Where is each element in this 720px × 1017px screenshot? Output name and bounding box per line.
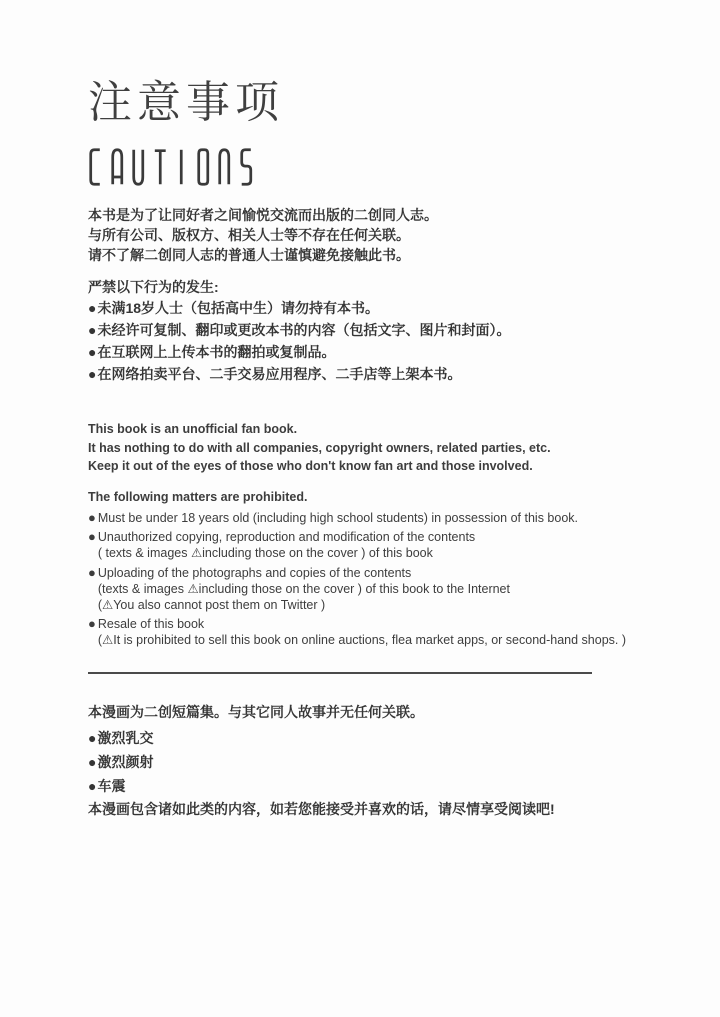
list-item-text: Must be under 18 years old (including high school students) in possession of this book. xyxy=(97,511,578,525)
bullet-icon: ● xyxy=(88,510,96,525)
intro-zh-line: 与所有公司、版权方、相关人士等不存在任何关联。 xyxy=(88,227,410,243)
list-item-text: 未满18岁人士（包括高中生）请勿持有本书。 xyxy=(97,300,380,316)
list-item-text: Uploading of the photographs and copies of the contents (texts & images ⚠including those on the cover ) of this book to the Internet (⚠You also cannot post them on Twitter ) xyxy=(97,565,510,613)
list-item-text: 未经许可复制、翻印或更改本书的内容（包括文字、图片和封面）。 xyxy=(97,322,511,338)
list-item-text: 在网络拍卖平台、二手交易应用程序、二手店等上架本书。 xyxy=(97,366,462,382)
intro-paragraph-english xyxy=(88,420,551,476)
list-item xyxy=(88,726,153,750)
list-item xyxy=(88,774,153,798)
comic-note-heading: 本漫画为二创短篇集。与其它同人故事并无任何关联。 xyxy=(88,704,424,720)
list-item xyxy=(88,363,510,385)
list-item-text: 在互联网上上传本书的翻拍或复制品。 xyxy=(97,344,336,360)
bullet-icon: ● xyxy=(88,322,97,338)
list-item xyxy=(88,341,510,363)
list-item-text: 激烈颜射 xyxy=(97,754,154,770)
list-item-text: 车震 xyxy=(97,778,126,794)
bullet-icon: ● xyxy=(88,778,97,794)
section-divider xyxy=(88,672,592,674)
intro-zh-line: 本书是为了让同好者之间愉悦交流而出版的二创同人志。 xyxy=(88,207,438,223)
intro-en-line: Keep it out of the eyes of those who don't know fan art and those involved. xyxy=(88,459,533,473)
prohibited-heading-english: The following matters are prohibited. xyxy=(88,490,308,504)
list-item xyxy=(88,319,510,341)
list-item-text: Unauthorized copying, reproduction and modification of the contents ( texts & images ⚠including those on the cover ) of this book xyxy=(97,530,476,561)
list-item xyxy=(88,297,510,319)
intro-en-line: This book is an unofficial fan book. xyxy=(88,422,298,436)
page-title-cautions-letterart xyxy=(88,147,253,187)
bullet-icon: ● xyxy=(88,529,96,545)
intro-en-line: It has nothing to do with all companies, copyright owners, related parties, etc. xyxy=(88,440,551,455)
list-item xyxy=(88,750,153,774)
bullet-icon: ● xyxy=(88,366,97,382)
intro-zh-line: 请不了解二创同人志的普通人士谨慎避免接触此书。 xyxy=(88,247,410,263)
comic-closing-note: 本漫画包含诸如此类的内容，如若您能接受并喜欢的话，请尽情享受阅读吧! xyxy=(88,801,555,817)
bullet-icon: ● xyxy=(88,730,97,746)
bullet-icon: ● xyxy=(88,616,96,632)
page-title-chinese: 注意事项 xyxy=(88,78,284,127)
list-item xyxy=(88,616,626,648)
prohibited-heading-chinese: 严禁以下行为的发生: xyxy=(88,279,219,295)
list-item-text: 激烈乳交 xyxy=(97,730,154,746)
comic-content-list xyxy=(88,726,153,798)
prohibited-list-english xyxy=(88,510,626,652)
bullet-icon: ● xyxy=(88,344,97,360)
bullet-icon: ● xyxy=(88,564,96,580)
bullet-icon: ● xyxy=(88,300,97,316)
prohibited-list-chinese xyxy=(88,297,510,385)
intro-paragraph-chinese xyxy=(88,205,438,265)
list-item xyxy=(88,510,626,526)
list-item-text: Resale of this book (⚠It is prohibited to sell this book on online auctions, flea market apps, or second-hand shops. ) xyxy=(97,617,627,648)
list-item xyxy=(88,565,626,614)
list-item xyxy=(88,529,626,561)
bullet-icon: ● xyxy=(88,754,97,770)
